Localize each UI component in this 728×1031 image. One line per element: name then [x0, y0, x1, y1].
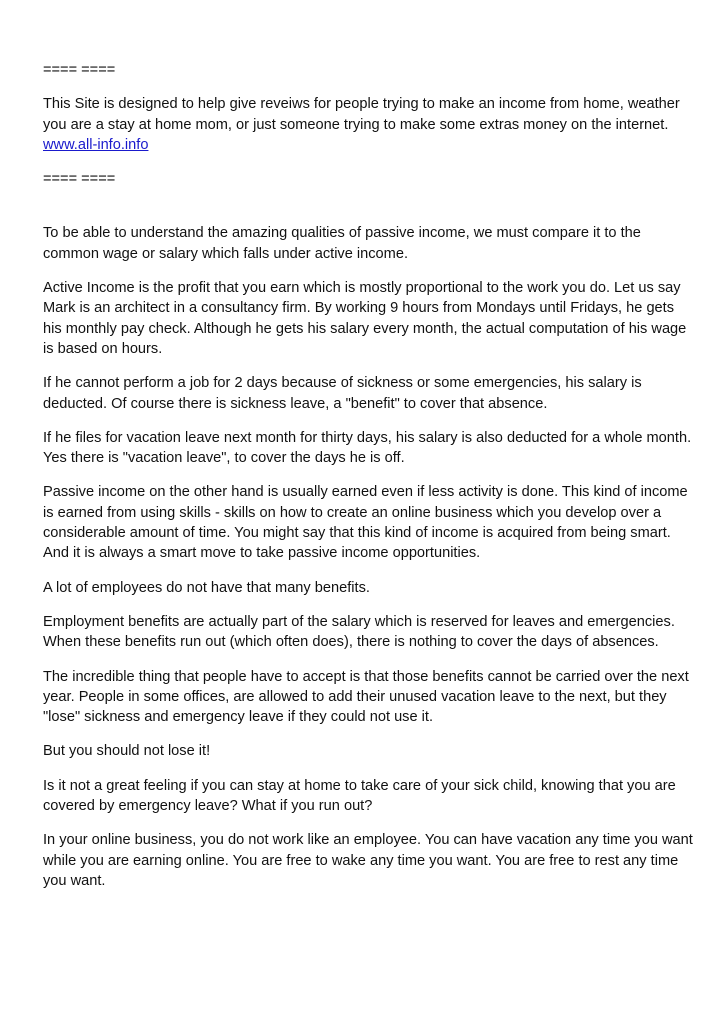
intro-text: This Site is designed to help give reveiws for people trying to make an income from home, weather you are a stay at home mom, or just someone trying to make some extras money on the internet. [43, 96, 680, 133]
paragraph: Active Income is the profit that you earn which is mostly proportional to the work you do. Let us say Mark is an architect in a consultancy firm. By working 9 hours from Mondays until Fridays, he gets his monthly pay check. Although he gets his salary every month, the actual computation of his wage is based on hours. [43, 280, 687, 357]
paragraph: Passive income on the other hand is usually earned even if less activity is done. This kind of income is earned from using skills - skills on how to create an online business which you develop over a considerable amount of time. You might say that this kind of income is acquired from being smart. And it is always a smart move to take passive income opportunities. [43, 484, 688, 562]
paragraph: If he files for vacation leave next month for thirty days, his salary is also deducted for a whole month. Yes there is "vacation leave", to cover the days he is off. [43, 429, 692, 467]
paragraph: Is it not a great feeling if you can stay at home to take care of your sick child, knowing that you are covered by emergency leave? What if you run out? [43, 777, 676, 815]
separator-top: ==== ==== [43, 62, 116, 78]
paragraph: The incredible thing that people have to accept is that those benefits cannot be carried over the next year. People in some offices, are allowed to add their unused vacation leave to the next, but they "lose" sickness and emergency leave if they could not use it. [43, 668, 689, 726]
separator-bottom: ==== ==== [43, 171, 116, 188]
paragraph: In your online business, you do not work like an employee. You can have vacation any time you want while you are earning online. You are free to wake any time you want. You are free to rest any time you want. [43, 832, 693, 889]
paragraph: If he cannot perform a job for 2 days because of sickness or some emergencies, his salary is deducted. Of course there is sickness leave, a "benefit" to cover that absence. [43, 375, 642, 412]
site-link[interactable]: www.all-info.info [43, 136, 149, 153]
intro-block [43, 94, 693, 155]
paragraph: A lot of employees do not have that many benefits. [43, 579, 370, 596]
paragraph: To be able to understand the amazing qualities of passive income, we must compare it to the common wage or salary which falls under active income. [43, 225, 641, 262]
paragraph: But you should not lose it! [43, 743, 211, 760]
document-page [43, 60, 693, 905]
paragraph: Employment benefits are actually part of the salary which is reserved for leaves and emergencies. When these benefits run out (which often does), there is nothing to cover the days of absences. [43, 613, 675, 651]
